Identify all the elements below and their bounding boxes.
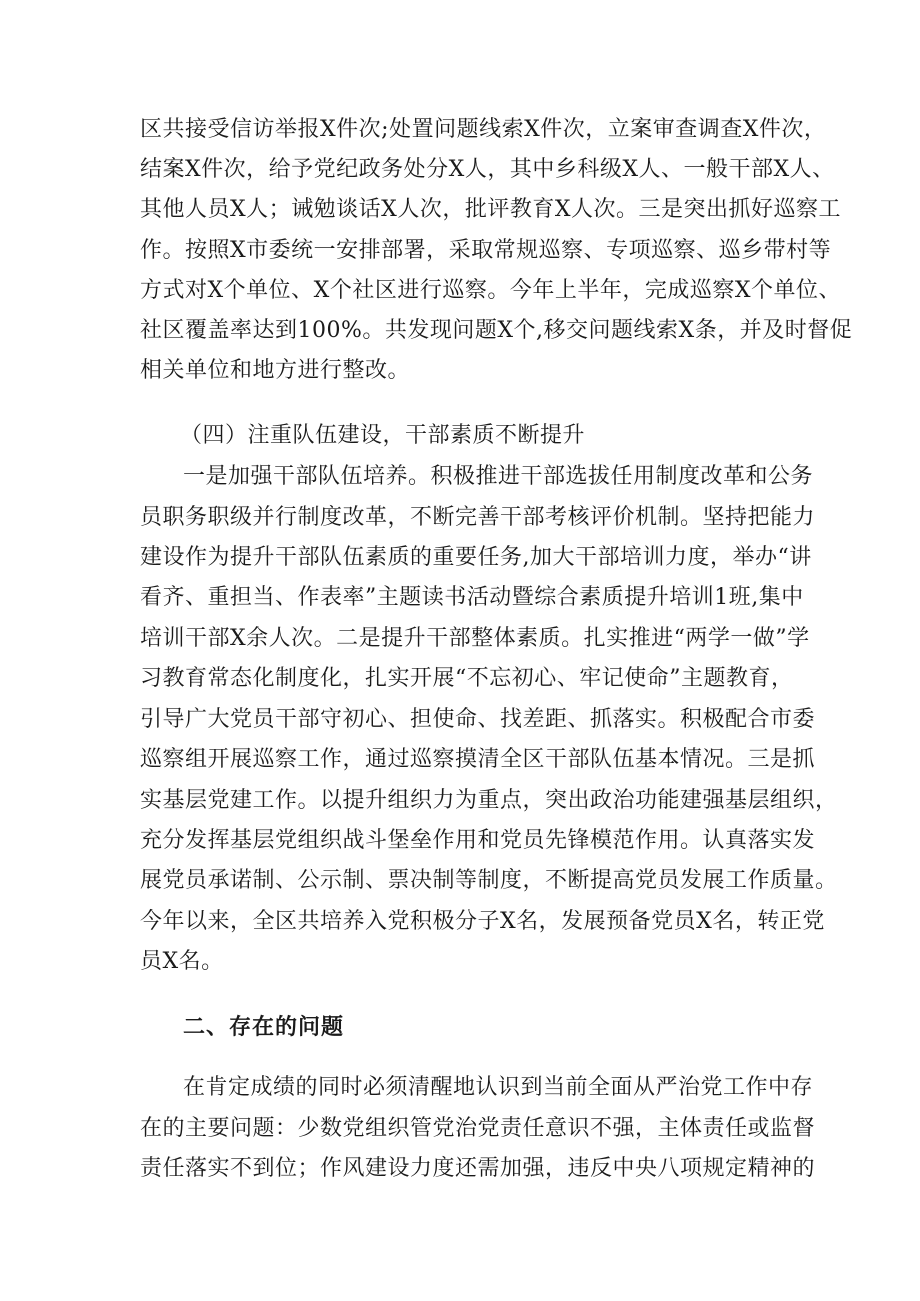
body-text-line: 作。按照X市委统一安排部署，采取常规巡察、专项巡察、巡乡带村等 — [140, 238, 832, 263]
body-text-line: 巡察组开展巡察工作，通过巡察摸清全区干部队伍基本情况。三是抓 — [140, 747, 816, 772]
body-text-line: 相关单位和地方进行整改。 — [140, 358, 411, 383]
body-text-line: 引导广大党员干部守初心、担使命、找差距、抓落实。积极配合市委 — [140, 707, 816, 732]
body-text-line: 今年以来，全区共培养入党积极分子X名，发展预备党员X名，转正党 — [140, 909, 825, 934]
body-text-line: 培训干部X余人次。二是提升干部整体素质。扎实推进“两学一做”学 — [140, 626, 810, 651]
body-text-line: 看齐、重担当、作表率”主题读书活动暨综合素质提升培训1班,集中 — [140, 585, 804, 610]
body-text-line: 责任落实不到位；作风建设力度还需加强，违反中央八项规定精神的 — [140, 1156, 816, 1181]
body-text-line: 实基层党建工作。以提升组织力为重点，突出政治功能建强基层组织， — [140, 788, 838, 813]
section-heading-problems: 二、存在的问题 — [183, 1015, 345, 1040]
body-text-line: 展党员承诺制、公示制、票决制等制度，不断提高党员发展工作质量。 — [140, 868, 838, 893]
section-heading-4: （四）注重队伍建设，干部素质不断提升 — [180, 423, 586, 448]
body-text-line: 建设作为提升干部队伍素质的重要任务,加大干部培训力度，举办“讲 — [140, 545, 812, 570]
body-text-line: 社区覆盖率达到100%。共发现问题X个,移交问题线索X条，并及时督促 — [140, 318, 853, 343]
body-text-line: 区共接受信访举报X件次;处置问题线索X件次，立案审查调查X件次， — [140, 117, 827, 142]
body-text-line: 习教育常态化制度化，扎实开展“不忘初心、牢记使命”主题教育， — [140, 666, 794, 691]
paragraph-first-line: 一是加强干部队伍培养。积极推进干部选拔任用制度改革和公务 — [183, 464, 814, 489]
body-text-line: 员职务职级并行制度改革，不断完善干部考核评价机制。坚持把能力 — [140, 505, 816, 530]
body-text-line: 员X名。 — [140, 949, 224, 974]
body-text-line: 在的主要问题：少数党组织管党治党责任意识不强，主体责任或监督 — [140, 1116, 816, 1141]
body-text-line: 充分发挥基层党组织战斗堡垒作用和党员先锋模范作用。认真落实发 — [140, 828, 816, 853]
body-text-line: 方式对X个单位、X个社区进行巡察。今年上半年，完成巡察X个单位、 — [140, 278, 841, 303]
paragraph-first-line: 在肯定成绩的同时必须清醒地认识到当前全面从严治党工作中存 — [183, 1075, 814, 1100]
body-text-line: 其他人员X人；诫勉谈话X人次，批评教育X人次。三是突出抓好巡察工 — [140, 197, 841, 222]
body-text-line: 结案X件次，给予党纪政务处分X人，其中乡科级X人、一般干部X人、 — [140, 157, 835, 182]
